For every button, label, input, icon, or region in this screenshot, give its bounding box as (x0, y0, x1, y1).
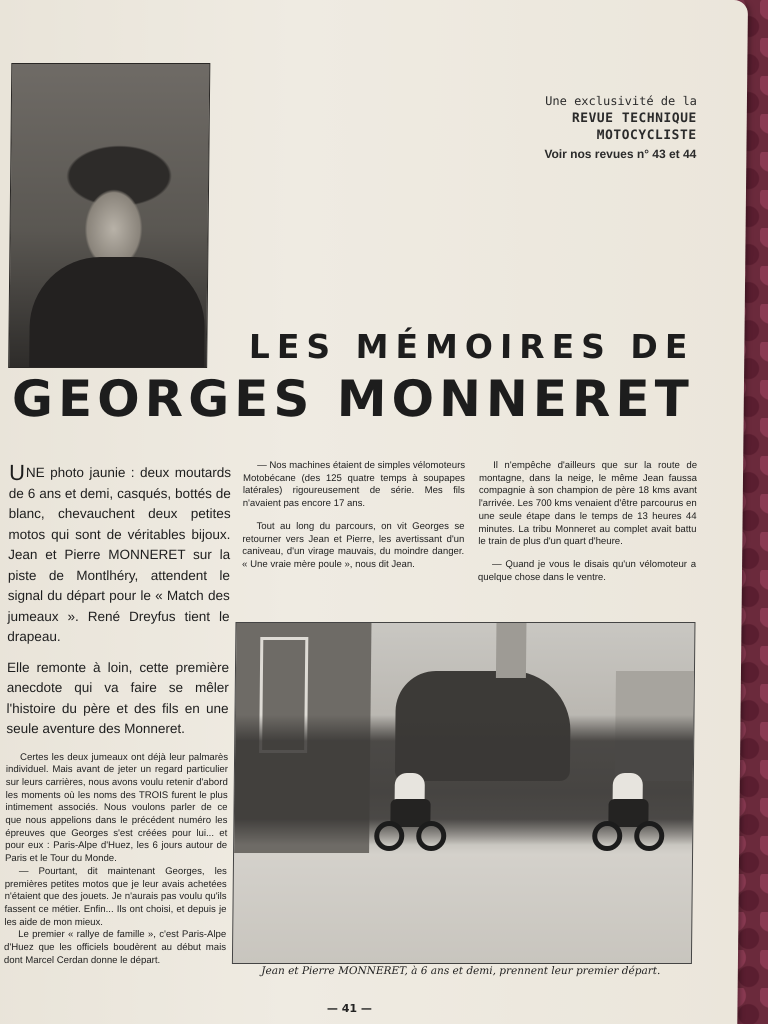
body-paragraph: — Pourtant, dit maintenant Georges, les premières petites motos que je leur avais achetées n'étaient que des jouets. Je n'aurais pas voulu qu'ils fassent ce métier. Enfin... Ils ont choisi, et depuis je les aide de mon mieux. (4, 865, 227, 928)
photo-wheel (374, 821, 404, 851)
photo-wheel (416, 821, 446, 851)
drop-cap: U (8, 460, 26, 485)
column-3 (478, 460, 697, 584)
page-number: — 41 — (326, 1002, 372, 1015)
body-paragraph: Tout au long du parcours, on vit Georges se retourner vers Jean et Pierre, les avertissant d'un caniveau, d'un virage mauvais, du moindre danger. « Une vraie mère poule », nous dit Jean. (242, 520, 465, 570)
masthead-line4: Voir nos revues n° 43 et 44 (544, 147, 697, 161)
photo-motorcycle-left (374, 773, 447, 851)
body-paragraph: Certes les deux jumeaux ont déjà leur palmarès individuel. Mais avant de jeter un regard particulier sur leurs carrières, nous avons voulu retenir d'abord les moments où les noms des TROIS furent le plus intimement associés. Nous voulons parler de ce que nous appelions dans le précédent numéro les épreuves que Georges s'est créées pour lui... et pour eux : Paris-Alpe d'Huez, les 6 jours autour de Paris et le Tour du Monde. (4, 751, 229, 865)
title-line2: GEORGES MONNERET (11, 370, 694, 428)
body-paragraph: — Nos machines étaient de simples vélomoteurs Motobécane (des 125 quatre temps à soupapes latérales) rigoureusement de série. Mes fils n'avaient pas encore 17 ans. (242, 460, 466, 510)
photo-tower (496, 623, 527, 678)
photo-wheel (634, 821, 664, 851)
lead-text: NE photo jaunie : deux moutards de 6 ans et demi, casqués, bottés de blanc, chevauchent deux petites motos qui sont de véritables bijoux. Jean et Pierre MONNERET sur la piste de Montlhéry, attendent le signal du départ pour le « Match des jumeaux ». René Dreyfus tient le drapeau. (7, 465, 232, 644)
column-1 (3, 460, 232, 967)
column-2 (242, 460, 465, 572)
masthead-line3: MOTOCYCLISTE (596, 128, 697, 143)
title-line1: LES MÉMOIRES DE (248, 327, 695, 366)
lead-paragraph-2: Elle remonte à loin, cette première anecdote qui va faire se mêler l'histoire du père et des fils en une seule aventure des Monneret. (6, 659, 230, 736)
body-paragraph: Le premier « rallye de famille », c'est Paris-Alpe d'Huez que les officiels boudèrent au début mais dont Marcel Cerdan donne le départ. (3, 929, 227, 966)
photo-wheel (592, 821, 622, 851)
portrait-shoulders (29, 257, 205, 367)
race-start-photo (232, 622, 696, 964)
masthead-line2: REVUE TECHNIQUE (571, 111, 697, 126)
body-paragraph: — Quand je vous le disais qu'un vélomoteur a quelque chose dans le ventre. (477, 558, 697, 583)
portrait-photo-georges-monneret (8, 63, 210, 368)
lead-paragraph (7, 460, 232, 648)
photo-caption: Jean et Pierre MONNERET, à 6 ans et demi, prennent leur premier départ. (261, 965, 661, 977)
photo-motorcycle-right (592, 773, 665, 851)
masthead-line1: Une exclusivité de la (545, 94, 698, 108)
body-paragraph: Il n'empêche d'ailleurs que sur la route de montagne, dans la neige, le même Jean faussa compagnie à son champion de père 18 kms avant l'arrivée. Les 700 kms venaient d'être parcourus en une seule étape dans le temps de 13 heures 44 minutes. La tribu Monneret au complet avait battu le train de plus d'un quart d'heure. (478, 460, 698, 548)
masthead (544, 93, 697, 163)
